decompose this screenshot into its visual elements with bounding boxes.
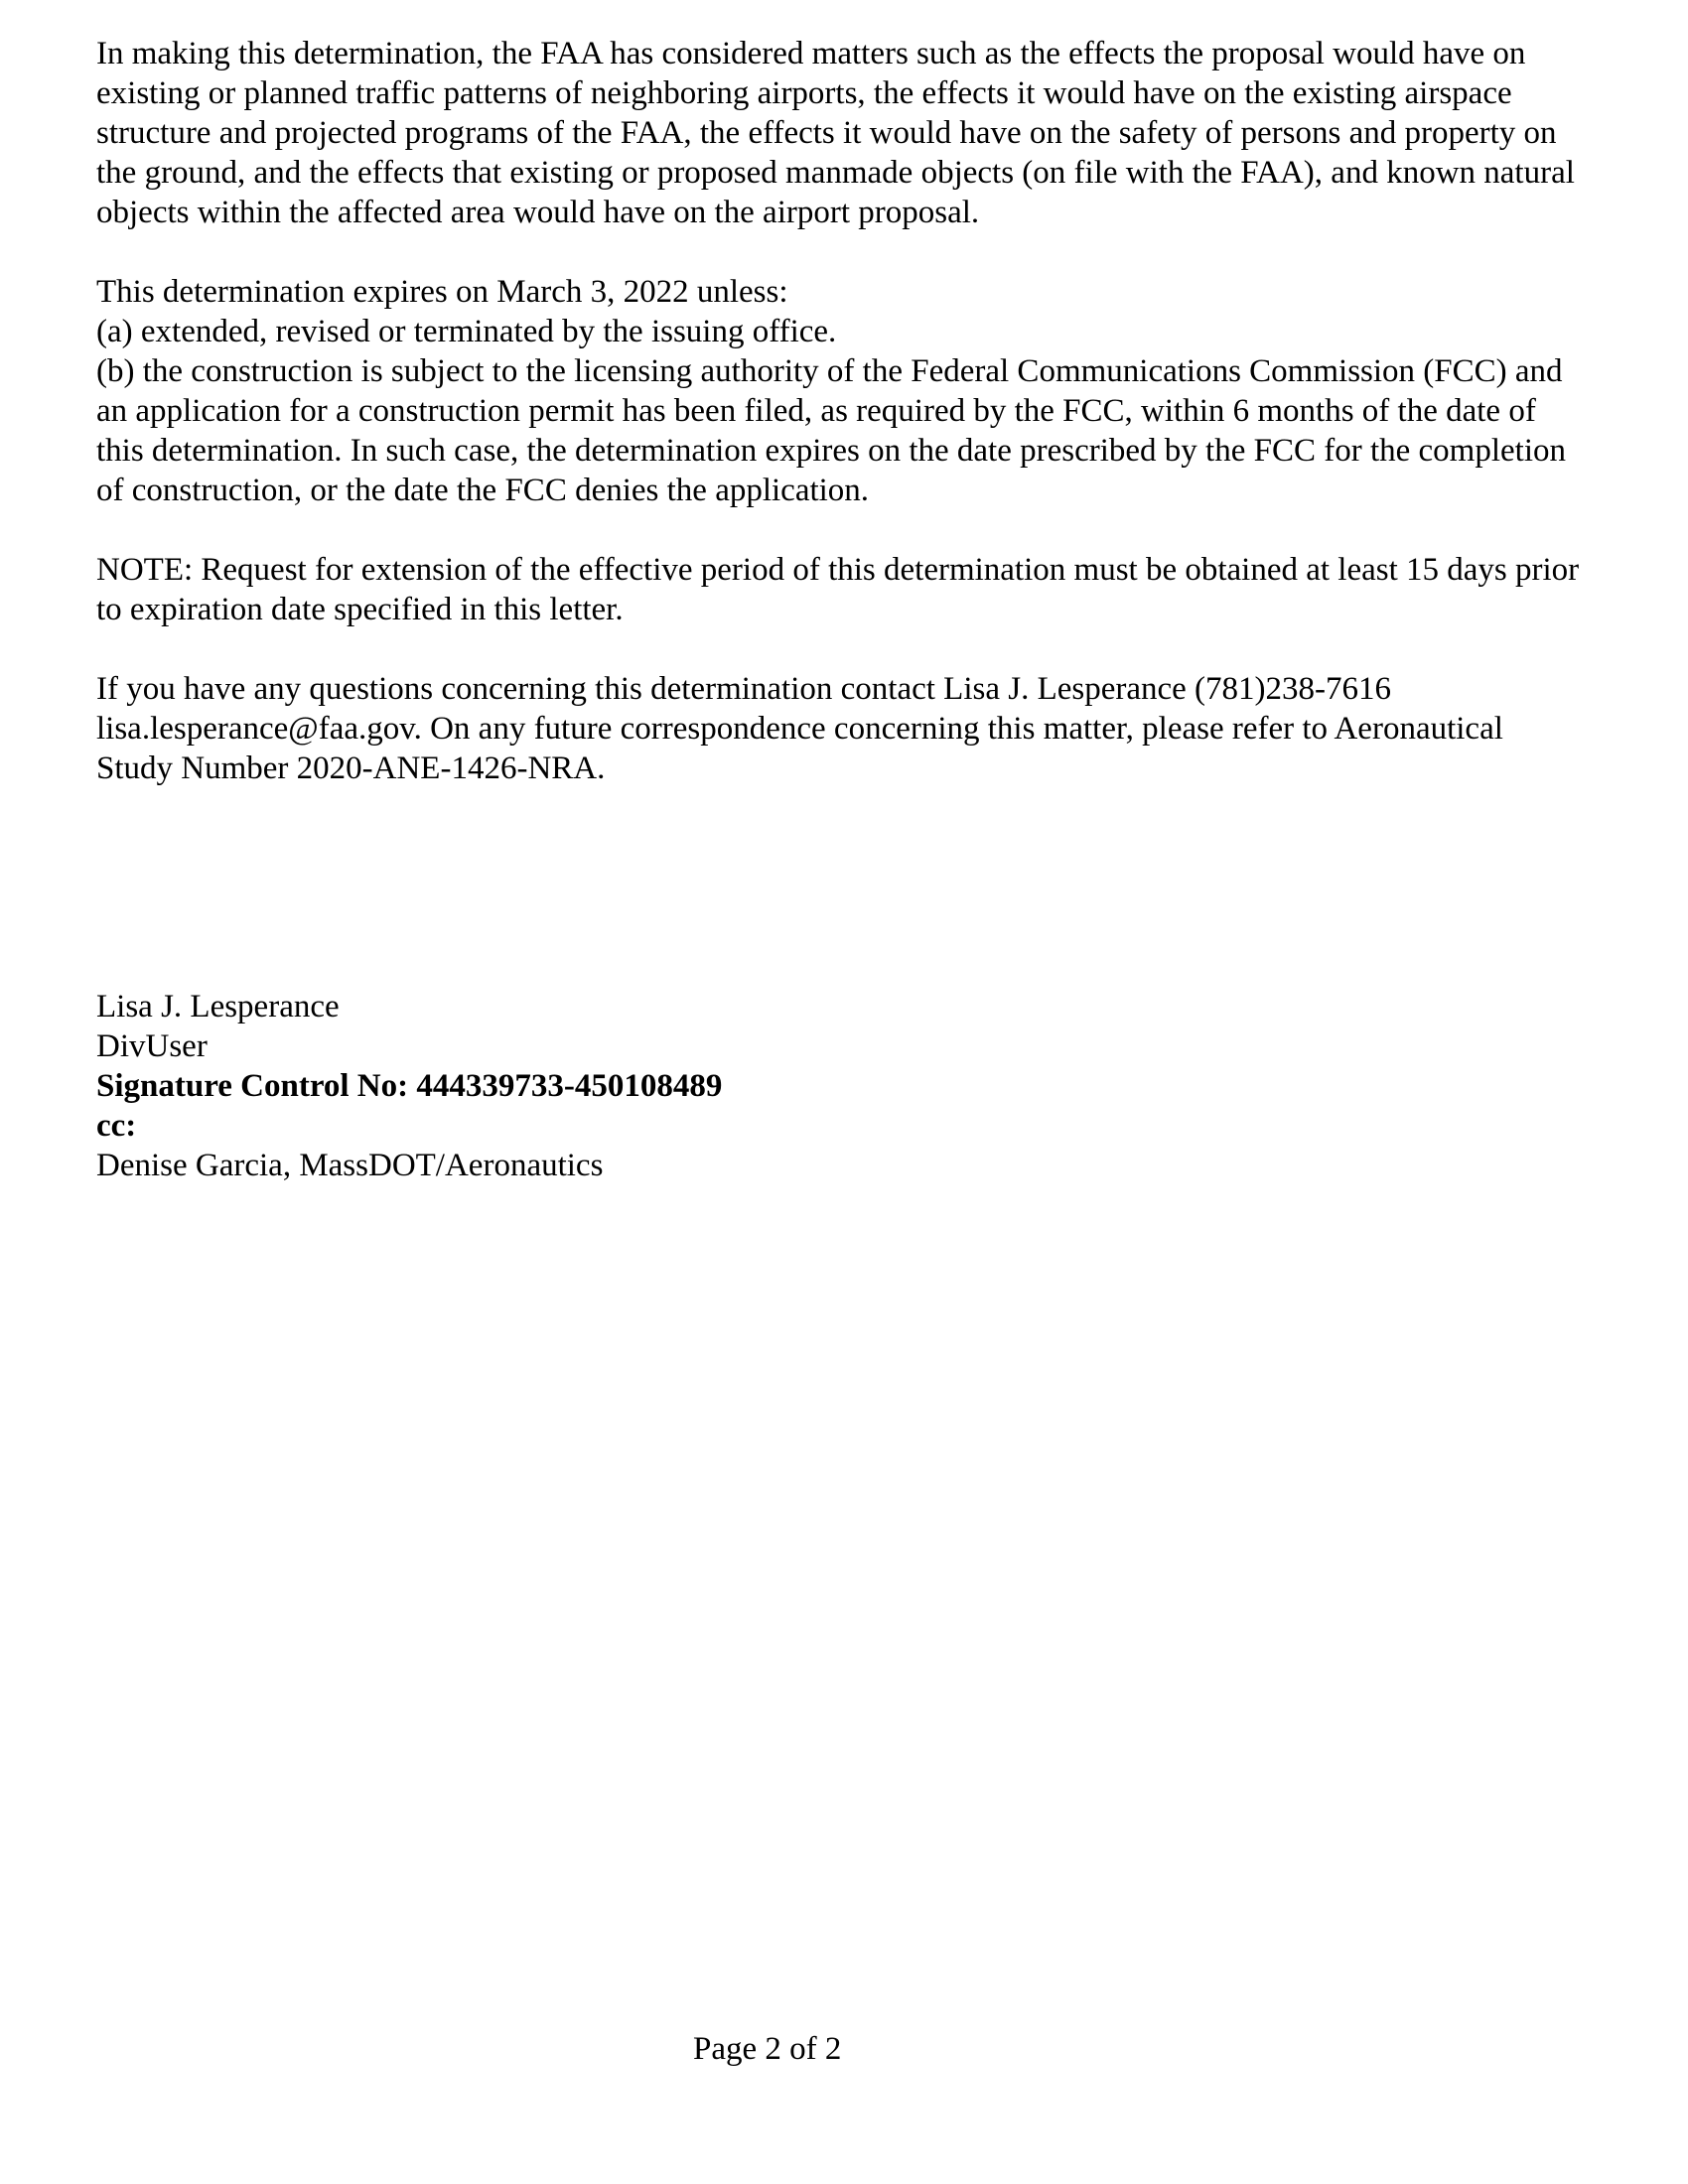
page-number: Page 2 of 2: [693, 2031, 842, 2067]
cc-label: cc:: [96, 1108, 137, 1144]
line-expiration-intro: This determination expires on March 3, 2022 unless:: [96, 274, 788, 310]
paragraph-note: NOTE: Request for extension of the effective period of this determination must be obtained at least 15 days prior to expiration date specified in this letter.: [96, 552, 1580, 627]
signature-title: DivUser: [96, 1028, 208, 1064]
expiration-section: [96, 272, 1586, 510]
paragraph-expiration-condition-b: (b) the construction is subject to the licensing authority of the Federal Communications Commission (FCC) and an application for a construction permit has been filed, as required by the FCC, within 6 months of the date of this determination. In such case, the determination expires on the date prescribed by the FCC for the completion of construction, or the date the FCC denies the application.: [96, 353, 1567, 508]
signature-block: [96, 987, 1586, 1185]
cc-recipient: Denise Garcia, MassDOT/Aeronautics: [96, 1148, 604, 1183]
paragraph-contact: If you have any questions concerning this determination contact Lisa J. Lesperance (781)238-7616 lisa.lesperance@faa.gov. On any future correspondence concerning this matter, please refer to Aeronautical Study Number 2020-ANE-1426-NRA.: [96, 671, 1503, 786]
signature-name: Lisa J. Lesperance: [96, 989, 340, 1024]
paragraph-determination-considerations: In making this determination, the FAA has considered matters such as the effects the proposal would have on existing or planned traffic patterns of neighboring airports, the effects it would have on the existing airspace structure and projected programs of the FAA, the effects it would have on the safety of persons and property on the ground, and the effects that existing or proposed manmade objects (on file with the FAA), and known natural objects within the affected area would have on the airport proposal.: [96, 36, 1575, 230]
line-expiration-condition-a: (a) extended, revised or terminated by the issuing office.: [96, 314, 837, 349]
signature-control-number: Signature Control No: 444339733-450108489: [96, 1068, 723, 1104]
letter-body: [96, 34, 1586, 1185]
